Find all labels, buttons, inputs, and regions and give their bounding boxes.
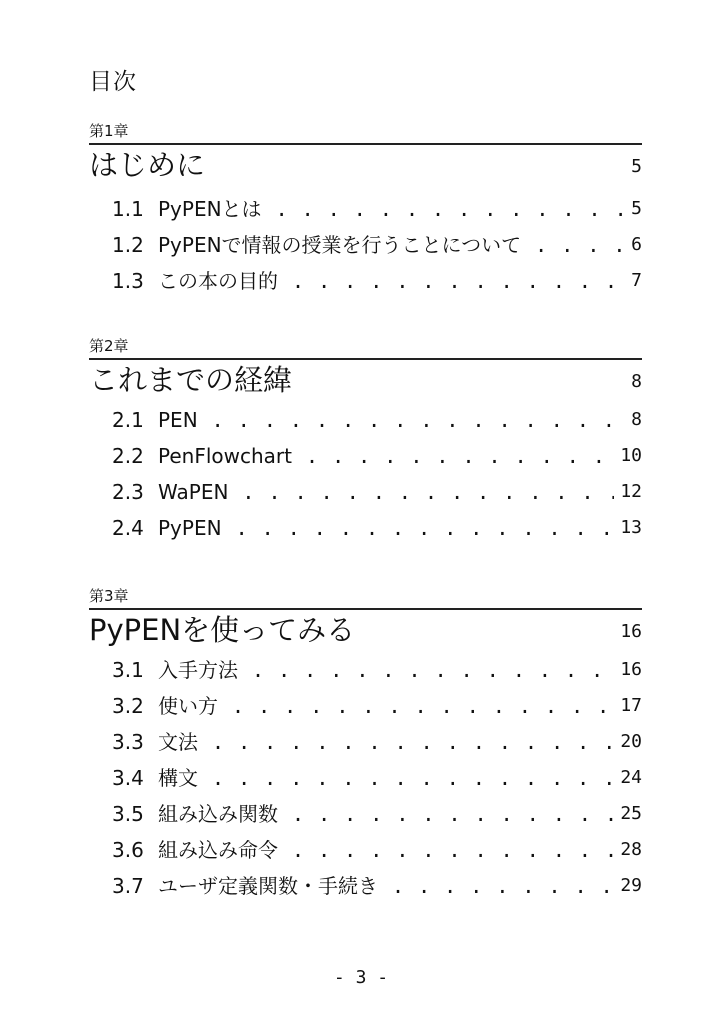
dot-leader xyxy=(236,515,615,541)
section-page-number: 16 xyxy=(620,659,642,680)
section-title: 文法 xyxy=(158,730,198,754)
toc-entry[interactable] xyxy=(112,652,642,688)
section-page-number: 13 xyxy=(620,517,642,538)
chapter-page-number: 16 xyxy=(620,621,642,642)
section-number: 3.3 xyxy=(112,730,144,754)
dot-leader xyxy=(292,801,614,827)
dot-leader xyxy=(212,765,614,791)
section-list xyxy=(112,402,642,546)
section-number: 2.1 xyxy=(112,408,144,432)
section-number: 3.7 xyxy=(112,874,144,898)
section-list xyxy=(112,652,642,904)
section-title: WaPEN xyxy=(158,480,229,504)
section-number: 3.5 xyxy=(112,802,144,826)
section-page-number: 5 xyxy=(631,198,642,219)
section-title: 組み込み関数 xyxy=(158,802,278,826)
section-title: PyPENで情報の授業を行うことについて xyxy=(158,233,522,257)
toc-entry[interactable] xyxy=(112,438,642,474)
toc-entry[interactable] xyxy=(112,832,642,868)
section-title: ユーザ定義関数・手続き xyxy=(158,874,378,898)
section-title: 入手方法 xyxy=(158,658,238,682)
toc-entry[interactable] xyxy=(112,510,642,546)
toc-entry[interactable] xyxy=(112,474,642,510)
toc-entry[interactable] xyxy=(112,760,642,796)
chapter-label: 第1章 xyxy=(89,122,129,140)
chapter-page-number: 5 xyxy=(631,156,642,177)
dot-leader xyxy=(292,837,614,863)
page-number-footer: - 3 - xyxy=(333,967,389,988)
section-page-number: 17 xyxy=(620,695,642,716)
section-number: 3.4 xyxy=(112,766,144,790)
section-number: 3.1 xyxy=(112,658,144,682)
chapter-heading[interactable] xyxy=(89,610,642,650)
section-number: 1.2 xyxy=(112,233,144,257)
section-number: 3.6 xyxy=(112,838,144,862)
toc-entry[interactable] xyxy=(112,402,642,438)
toc-entry[interactable] xyxy=(112,227,642,263)
section-page-number: 29 xyxy=(620,875,642,896)
section-title: 使い方 xyxy=(158,694,218,718)
section-number: 2.2 xyxy=(112,444,144,468)
chapter-title: PyPENを使ってみる xyxy=(89,613,356,647)
dot-leader xyxy=(212,729,614,755)
dot-leader xyxy=(212,407,625,433)
section-title: PyPENとは xyxy=(158,197,262,221)
dot-leader xyxy=(276,196,626,222)
section-page-number: 28 xyxy=(620,839,642,860)
section-number: 1.1 xyxy=(112,197,144,221)
section-number: 1.3 xyxy=(112,269,144,293)
section-page-number: 8 xyxy=(631,409,642,430)
section-title: PyPEN xyxy=(158,516,222,540)
section-title: PenFlowchart xyxy=(158,444,292,468)
chapter-page-number: 8 xyxy=(631,371,642,392)
section-page-number: 6 xyxy=(631,234,642,255)
toc-entry[interactable] xyxy=(112,796,642,832)
toc-entry[interactable] xyxy=(112,263,642,299)
section-title: 組み込み命令 xyxy=(158,838,278,862)
section-number: 2.3 xyxy=(112,480,144,504)
dot-leader xyxy=(306,443,614,469)
section-page-number: 7 xyxy=(631,270,642,291)
toc-entry[interactable] xyxy=(112,688,642,724)
section-number: 3.2 xyxy=(112,694,144,718)
section-title: PEN xyxy=(158,408,198,432)
toc-entry[interactable] xyxy=(112,724,642,760)
section-number: 2.4 xyxy=(112,516,144,540)
dot-leader xyxy=(232,693,614,719)
chapter-title: はじめに xyxy=(89,148,206,182)
chapter-label: 第3章 xyxy=(89,587,129,605)
toc-entry[interactable] xyxy=(112,191,642,227)
dot-leader xyxy=(292,268,625,294)
section-page-number: 10 xyxy=(620,445,642,466)
chapter-heading[interactable] xyxy=(89,145,642,185)
section-title: 構文 xyxy=(158,766,198,790)
dot-leader xyxy=(535,232,625,258)
section-page-number: 20 xyxy=(620,731,642,752)
section-list xyxy=(112,191,642,299)
dot-leader xyxy=(252,657,614,683)
chapter-title: これまでの経緯 xyxy=(89,363,293,397)
toc-entry[interactable] xyxy=(112,868,642,904)
section-page-number: 24 xyxy=(620,767,642,788)
section-title: この本の目的 xyxy=(158,269,278,293)
dot-leader xyxy=(242,479,614,505)
dot-leader xyxy=(392,873,614,899)
section-page-number: 12 xyxy=(620,481,642,502)
chapter-label: 第2章 xyxy=(89,337,129,355)
chapter-heading[interactable] xyxy=(89,360,642,400)
section-page-number: 25 xyxy=(620,803,642,824)
toc-title: 目次 xyxy=(89,69,137,95)
